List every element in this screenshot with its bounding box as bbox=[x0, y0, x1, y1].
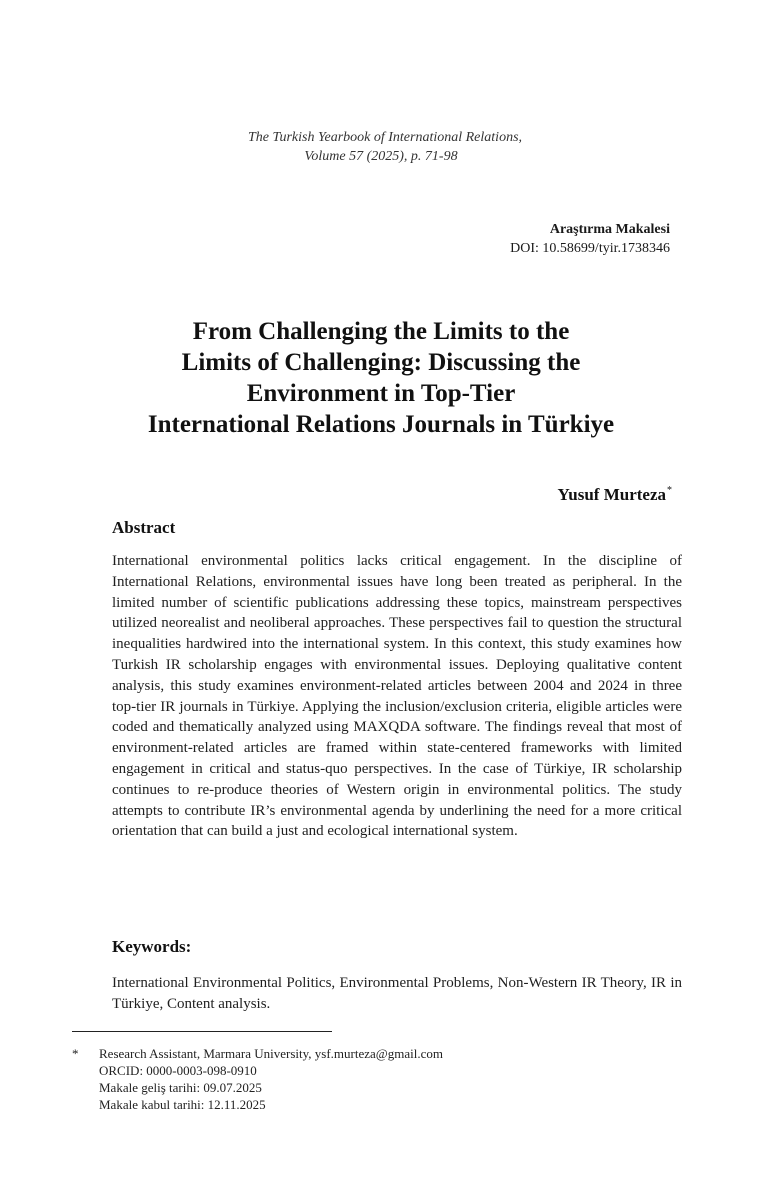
footnote bbox=[72, 1045, 672, 1113]
footnote-orcid: ORCID: 0000-0003-098-0910 bbox=[99, 1063, 257, 1078]
footnote-accepted-date: Makale kabul tarihi: 12.11.2025 bbox=[99, 1097, 266, 1112]
abstract-heading: Abstract bbox=[112, 518, 176, 537]
article-title bbox=[0, 316, 762, 440]
footnote-marker: * bbox=[72, 1046, 79, 1061]
title-line: Limits of Challenging: Discussing the bbox=[181, 349, 581, 376]
abstract-text: International environmental politics lacks critical engagement. In the discipline of International Relations, environmental issues have long been treated as peripheral. In the limited number of scientific publications addressing these topics, mainstream perspectives utilized neorealist and neoliberal approaches. These perspectives fail to question the structural inequalities hardwired into the international system. In this context, this study examines how Turkish IR scholarship engages with environmental issues. Deploying qualitative content analysis, this study examines environment-related articles between 2004 and 2024 in three top-tier IR journals in Türkiye. Applying the inclusion/exclusion criteria, eligible articles were coded and thematically analyzed using MAXQDA software. The findings reveal that most of environment-related articles are framed within state-centered frameworks with limited engagement in critical and status-quo perspectives. In the case of Türkiye, IR scholarship continues to re-produce theories of Western origin in environmental politics. The study attempts to contribute IR’s environmental agenda by underlining the need for a more critical orientation that can build a just and ecological international system. bbox=[112, 553, 682, 840]
author-footnote-marker: * bbox=[667, 485, 672, 497]
title-line: Environment in Top-Tier bbox=[246, 380, 516, 407]
author-name: Yusuf Murteza bbox=[557, 485, 666, 504]
author bbox=[558, 485, 672, 505]
journal-name: The Turkish Yearbook of International Relations, bbox=[247, 130, 523, 145]
journal-volume-pages: Volume 57 (2025), p. 71-98 bbox=[304, 149, 458, 164]
keywords-text: International Environmental Politics, Environmental Problems, Non-Western IR Theory, IR in Türkiye, Content analysis. bbox=[112, 975, 682, 1012]
article-type: Araştırma Makalesi bbox=[549, 222, 670, 237]
footnote-received-date: Makale geliş tarihi: 09.07.2025 bbox=[99, 1080, 262, 1095]
title-line: From Challenging the Limits to the bbox=[192, 318, 570, 345]
title-line: International Relations Journals in Türkiye bbox=[147, 411, 615, 438]
article-meta bbox=[510, 220, 670, 258]
footnote-affiliation: Research Assistant, Marmara University, ysf.murteza@gmail.com bbox=[99, 1046, 443, 1061]
footnote-divider bbox=[72, 1031, 332, 1032]
doi: DOI: 10.58699/tyir.1738346 bbox=[510, 241, 670, 256]
journal-citation bbox=[0, 128, 762, 166]
keywords-heading: Keywords: bbox=[112, 937, 192, 956]
